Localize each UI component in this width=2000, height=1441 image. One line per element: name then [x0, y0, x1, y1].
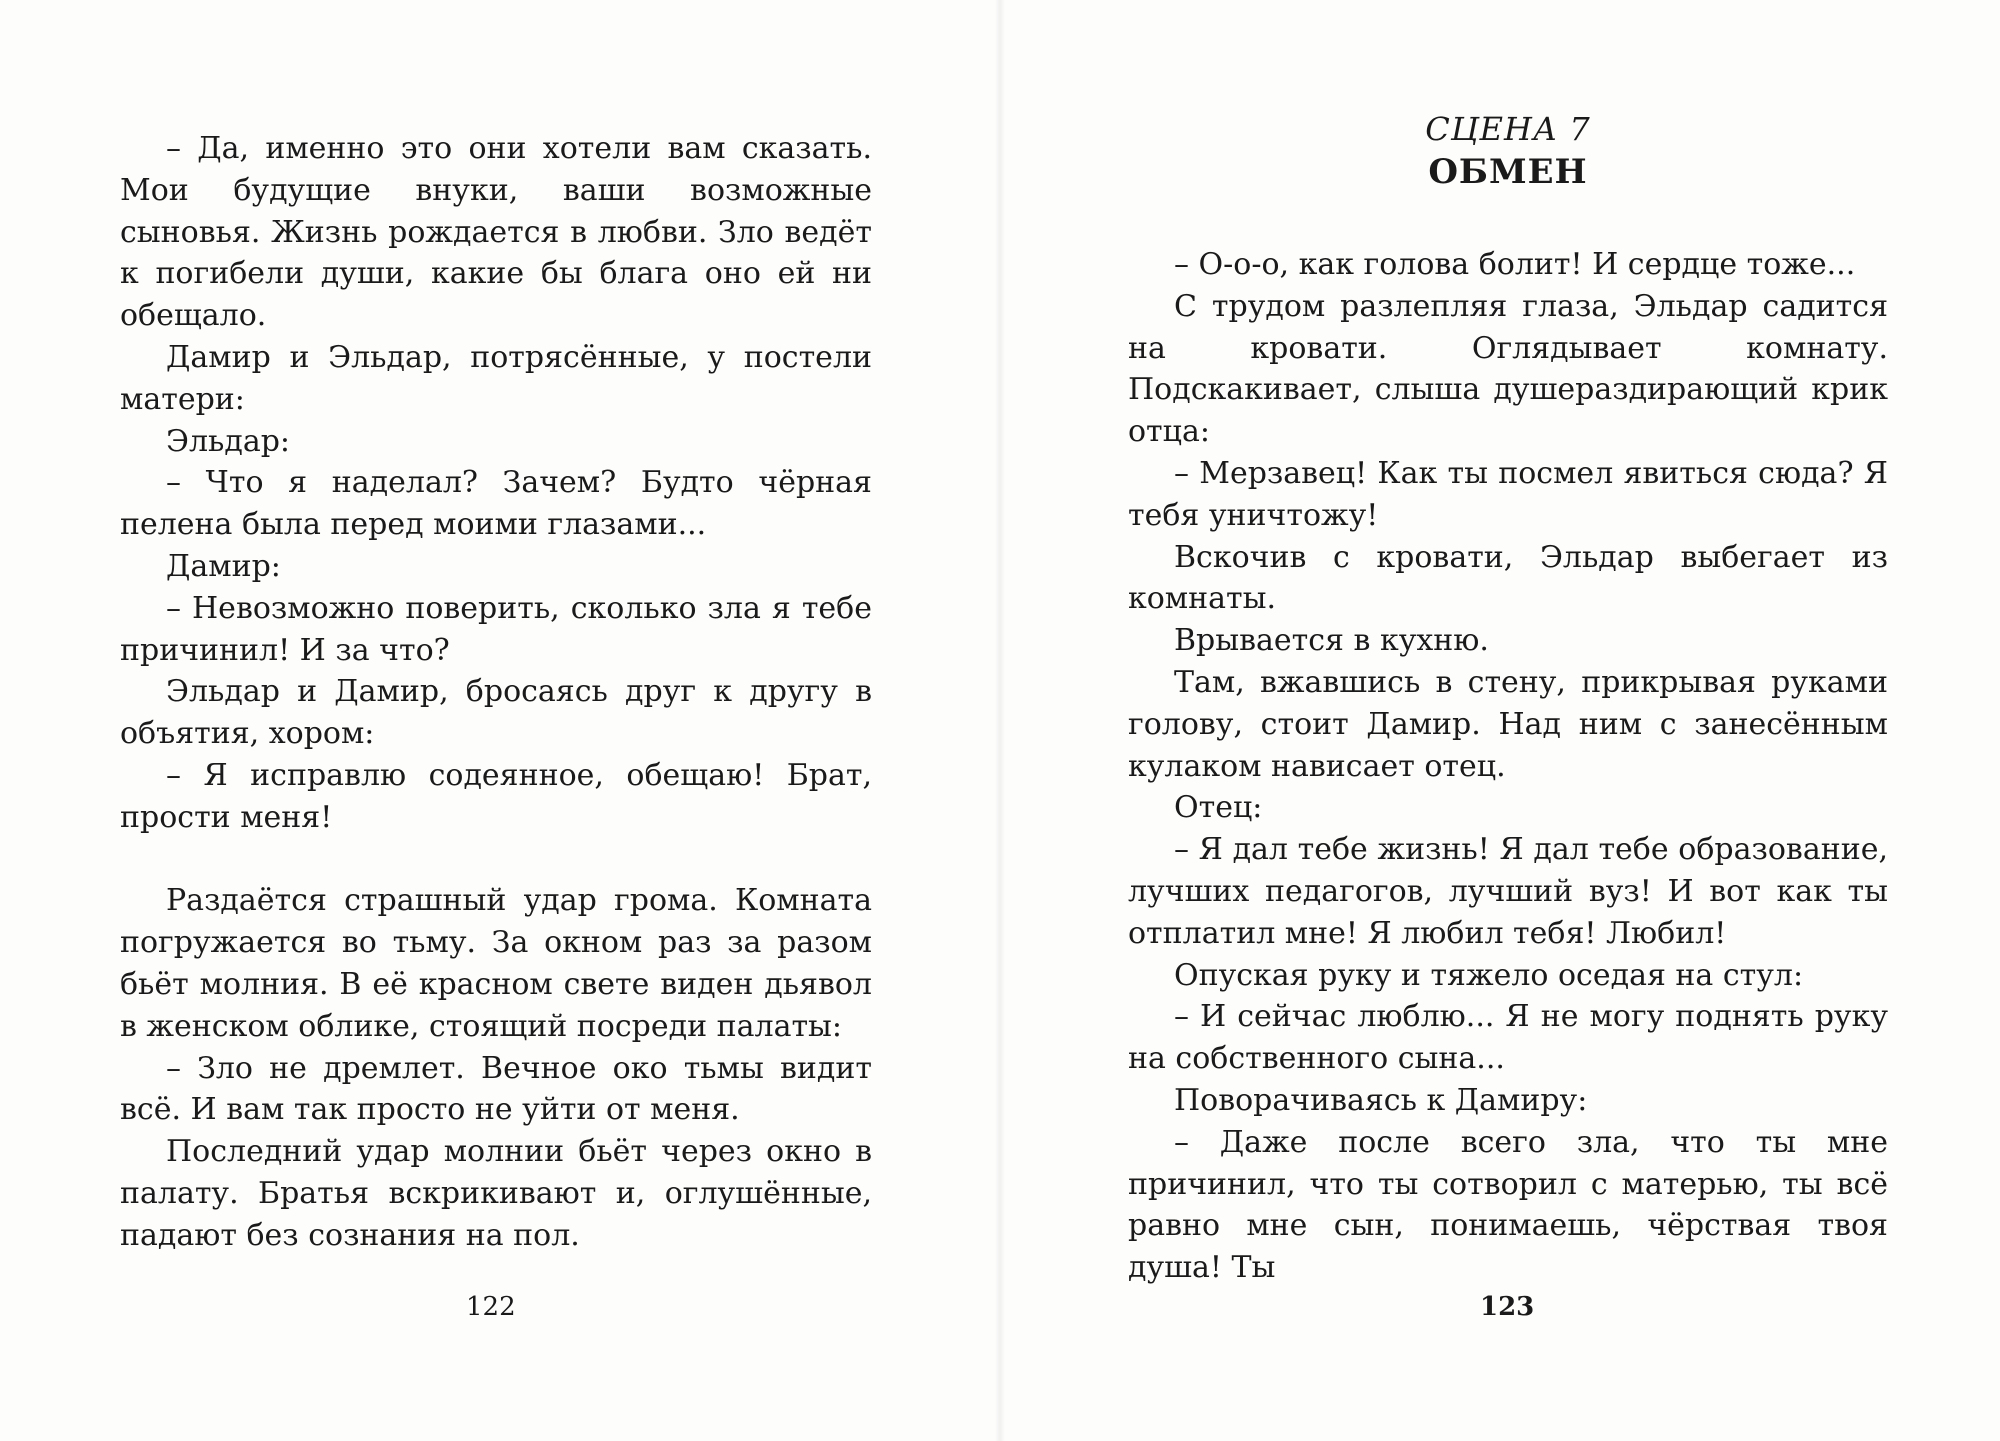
right-page-text — [1128, 244, 1888, 1289]
dialogue-line: – Что я наделал? Зачем? Будто чёрная пелена была перед моими глазами... — [120, 465, 872, 543]
dialogue-line: – Я исправлю содеянное, обещаю! Брат, прости меня! — [120, 757, 872, 835]
dialogue-line: – И сейчас люблю... Я не могу поднять руку на собственного сына... — [1128, 999, 1888, 1077]
dialogue-line: – Невозможно поверить, сколько зла я тебе причинил! И за что? — [120, 590, 872, 668]
paragraph: Вскочив с кровати, Эльдар выбегает из комнаты. — [1128, 539, 1888, 617]
paragraph: Последний удар молнии бьёт через окно в палату. Братья вскрикивают и, оглушённые, падают без сознания на пол. — [120, 1134, 872, 1253]
page-number: 123 — [1480, 1292, 1535, 1322]
speaker-label: Отец: — [1174, 790, 1263, 826]
speaker-label: Дамир: — [166, 548, 281, 584]
paragraph: С трудом разлепляя глаза, Эльдар садится на кровати. Оглядывает комнату. Подскакивает, слыша душераздирающий крик отца: — [1128, 288, 1888, 450]
left-page-text — [120, 128, 872, 1257]
paragraph: Врывается в кухню. — [1174, 623, 1489, 659]
paragraph: Эльдар и Дамир, бросаясь друг к другу в объятия, хором: — [120, 674, 872, 752]
dialogue-line: – Я дал тебе жизнь! Я дал тебе образование, лучших педагогов, лучший вуз! И вот как ты отплатил мне! Я любил тебя! Любил! — [1128, 832, 1888, 951]
paragraph: – Да, именно это они хотели вам сказать. Мои будущие внуки, ваши возможные сыновья. Жизнь рождается в любви. Зло ведёт к погибели души, какие бы блага оно ей ни обещало. — [120, 131, 872, 334]
right-page — [1000, 0, 2000, 1441]
paragraph: Дамир и Эльдар, потрясённые, у постели матери: — [120, 339, 872, 417]
page-number: 122 — [466, 1292, 516, 1322]
paragraph: Опуская руку и тяжело оседая на стул: — [1174, 957, 1804, 993]
dialogue-line: – Даже после всего зла, что ты мне причинил, что ты сотворил с матерью, ты всё равно мне сын, понимаешь, чёрствая твоя душа! Ты — [1128, 1124, 1888, 1286]
paragraph: Поворачиваясь к Дамиру: — [1174, 1082, 1588, 1118]
scene-title: ОБМЕН — [1428, 152, 1588, 192]
dialogue-line: – О-о-о, как голова болит! И сердце тоже... — [1174, 247, 1856, 282]
dialogue-line: – Мерзавец! Как ты посмел явиться сюда? Я тебя уничтожу! — [1128, 455, 1888, 533]
dialogue-line: – Зло не дремлет. Вечное око тьмы видит всё. И вам так просто не уйти от меня. — [120, 1050, 872, 1128]
paragraph: Там, вжавшись в стену, прикрывая руками голову, стоит Дамир. Над ним с занесённым кулаком нависает отец. — [1128, 664, 1888, 784]
speaker-label: Эльдар: — [166, 423, 291, 459]
paragraph: Раздаётся страшный удар грома. Комната погружается во тьму. За окном раз за разом бьёт молния. В её красном свете виден дьявол в женском облике, стоящий посреди палаты: — [120, 883, 872, 1044]
scene-label: СЦЕНА 7 — [1425, 110, 1591, 148]
